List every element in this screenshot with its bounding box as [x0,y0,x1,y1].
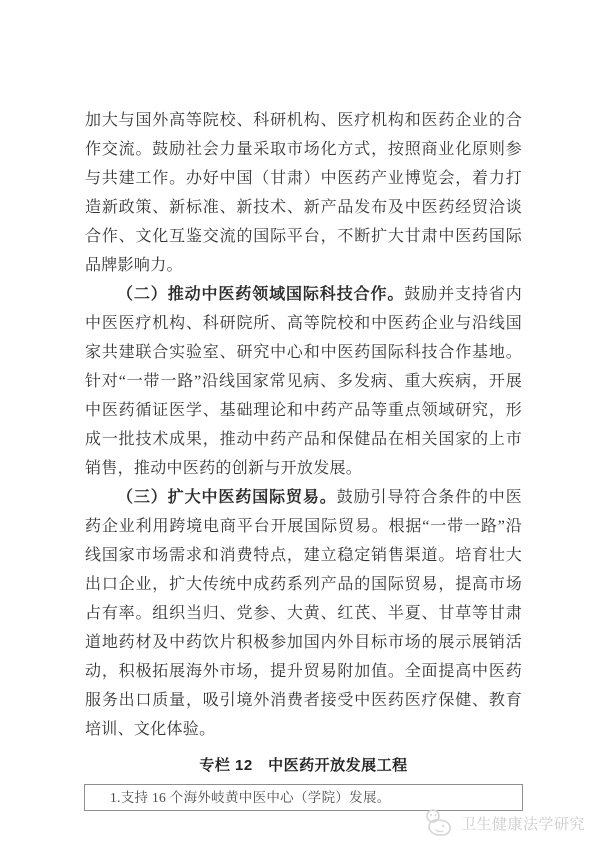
paragraph-intl-sci-tech-cooperation [85,280,522,483]
watermark [424,806,585,840]
panda-logo-icon [424,806,456,840]
paragraph-text: 加大与国外高等院校、科研机构、医疗机构和医药企业的合作交流。鼓励社会力量采取市场化方式，按照商业化原则参与共建工作。办好中国（甘肃）中医药产业博览会，着力打造新政策、新标准、新技术、新产品发布及中医药经贸洽谈合作、文化互鉴交流的国际平台，不断扩大甘肃中医药国际品牌影响力。 [85,112,522,274]
watermark-label: 卫生健康法学研究 [460,815,585,833]
paragraph-text: 鼓励并支持省内中医医疗机构、科研院所、高等院校和中医药企业与沿线国家共建联合实验室、研究中心和中医药国际科技合作基地。针对“一带一路”沿线国家常见病、多发病、重大疾病，开展中医药循证医学、基础理论和中药产品等重点领域研究，形成一批技术成果，推动中药产品和保健品在相关国家的上市销售，推动中医药的创新与开放发展。 [85,286,522,477]
column-box-item-1: 1.支持 16 个海外岐黄中医中心（学院）发展。 [110,790,391,805]
document-body [85,106,522,811]
paragraph-cooperation-exchange [85,106,522,280]
column-12-heading: 专栏 12 中医药开放发展工程 [199,757,408,774]
paragraph-intl-trade [85,483,522,744]
paragraph-text: 鼓励引导符合条件的中医药企业利用跨境电商平台开展国际贸易。根据“一带一路”沿线国家市场需求和消费特点，建立稳定销售渠道。培育壮大出口企业，扩大传统中成药系列产品的国际贸易，提高市场占有率。组织当归、党参、大黄、红芪、半夏、甘草等甘肃道地药材及中药饮片积极参加国内外目标市场的展示展销活动，积极拓展海外市场，提升贸易附加值。全面提高中医药服务出口质量，吸引境外消费者接受中医药医疗保健、教育培训、文化体验。 [85,489,522,738]
paragraph-lead: （二）推动中医药领域国际科技合作。 [117,286,405,303]
paragraph-lead: （三）扩大中医药国际贸易。 [117,489,337,506]
